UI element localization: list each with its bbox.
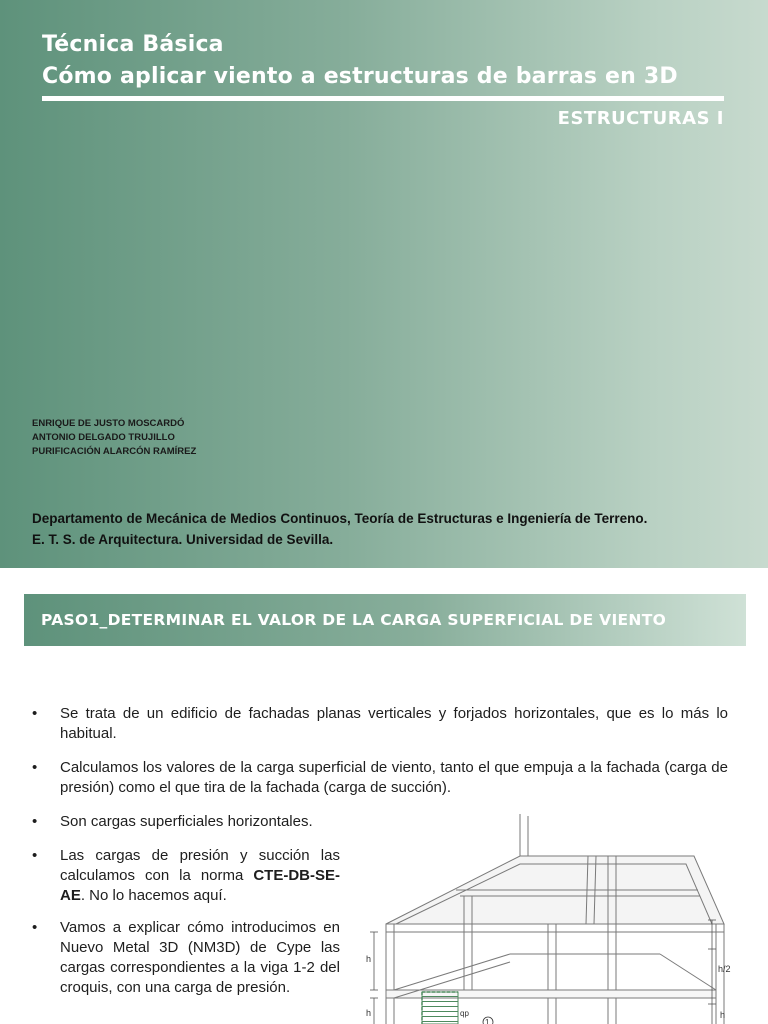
slide-title-line2: Cómo aplicar viento a estructuras de barras en 3D — [42, 64, 678, 89]
bullet-dot: • — [32, 813, 38, 830]
author-name: ANTONIO DELGADO TRUJILLO — [32, 432, 175, 443]
bullet-dot: • — [32, 705, 38, 722]
structure-frame-diagram — [360, 804, 760, 1024]
dim-label-h: h — [366, 1008, 372, 1018]
school-line: E. T. S. de Arquitectura. Universidad de Sevilla. — [32, 532, 334, 547]
bullet-item — [32, 704, 728, 744]
bullet-text-start: Las cargas de presión y succión las calculamos con la norma — [60, 847, 340, 884]
bullet-text: Vamos a explicar cómo introducimos en Nuevo Metal 3D (NM3D) de Cype las cargas correspondientes a la viga 1-2 del croquis, con una carga de presión. — [60, 919, 340, 996]
section-heading: PASO1_DETERMINAR EL VALOR DE LA CARGA SUPERFICIAL DE VIENTO — [41, 611, 667, 629]
section-banner — [24, 594, 746, 646]
norm-reference: CTE-DB-SE-AE — [60, 867, 340, 904]
load-label-qp: qp — [460, 1009, 469, 1018]
dim-label-h-half: h/2 — [718, 964, 731, 974]
bullet-item — [32, 812, 370, 832]
author-name: ENRIQUE DE JUSTO MOSCARDÓ — [32, 418, 185, 429]
bullet-text: Calculamos los valores de la carga superficial de viento, tanto el que empuja a la fachada (carga de presión) como el que tira de la fachada (carga de succión). — [60, 759, 728, 796]
dim-label-h: h — [720, 1010, 726, 1020]
content-slide — [0, 568, 768, 1024]
bullet-text: Se trata de un edificio de fachadas planas verticales y forjados horizontales, que es lo más lo habitual. — [60, 705, 728, 742]
department-line: Departamento de Mecánica de Medios Continuos, Teoría de Estructuras e Ingeniería de Terreno. — [32, 511, 648, 526]
authors-list — [32, 417, 196, 459]
course-name: ESTRUCTURAS I — [557, 108, 724, 129]
bullet-dot: • — [32, 847, 38, 864]
node-label-1: 1 — [485, 1018, 490, 1024]
dim-label-h: h — [366, 954, 372, 964]
author-name: PURIFICACIÓN ALARCÓN RAMÍREZ — [32, 446, 197, 457]
department-info — [32, 508, 647, 550]
bullet-text: Son cargas superficiales horizontales. — [60, 813, 313, 830]
title-underline — [42, 96, 724, 101]
bullet-item — [32, 758, 728, 798]
bullet-dot: • — [32, 759, 38, 776]
bullet-item — [32, 846, 340, 906]
bullet-dot: • — [32, 919, 38, 936]
bullet-text — [60, 846, 340, 906]
slide-title-line1: Técnica Básica — [42, 32, 224, 57]
bullet-text-end: . No lo hacemos aquí. — [80, 887, 227, 904]
bullet-item — [32, 918, 340, 998]
